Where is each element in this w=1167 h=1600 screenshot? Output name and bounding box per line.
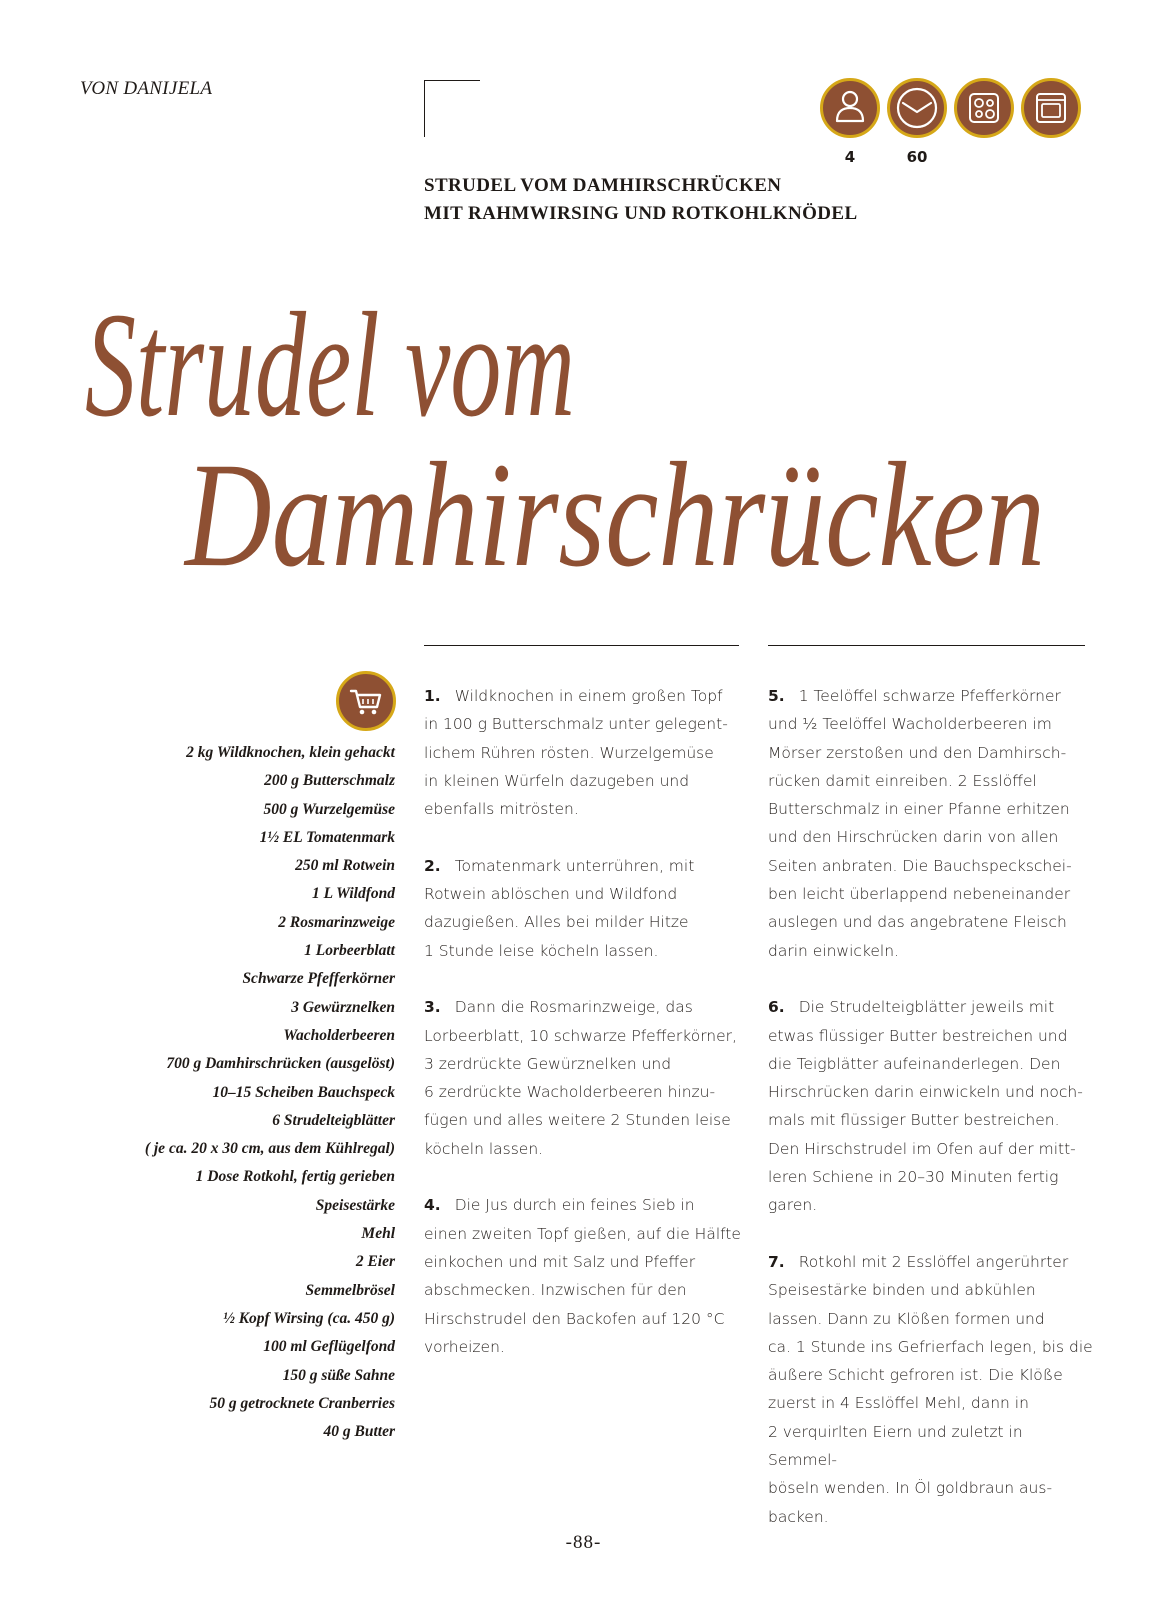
servings-value: 4 (844, 148, 856, 166)
step-text-line: 2 verquirlten Eiern und zuletzt in Semmel- (768, 1422, 1023, 1470)
step-text-line: lichem Rühren rösten. Wurzelgemüse (424, 743, 714, 762)
step-number: 3. (424, 998, 441, 1017)
step-text-line: Speisestärke binden und abkühlen (768, 1281, 1036, 1300)
ingredient-item: 10–15 Scheiben Bauchspeck (212, 1083, 395, 1101)
step-text-line: Butterschmalz in einer Pfanne erhitzen (768, 800, 1070, 819)
script-title (70, 270, 1110, 600)
step-number: 5. (768, 687, 785, 705)
ingredients-list (90, 739, 395, 1446)
ingredient-item: 3 Gewürznelken (291, 998, 395, 1016)
page-number: -88- (565, 1532, 602, 1553)
step-text-line: backen. (768, 1507, 829, 1526)
steps-column-left (424, 682, 749, 1389)
step-text-line: äußere Schicht gefroren ist. Die Klöße (768, 1366, 1063, 1385)
ingredient-item: 150 g süße Sahne (282, 1366, 395, 1384)
step-item (424, 852, 749, 965)
subtitle-line-1: STRUDEL VOM DAMHIRSCHRÜCKEN (424, 175, 782, 196)
step-item (768, 1248, 1093, 1531)
step-text-line: Den Hirschstrudel im Ofen auf der mitt- (768, 1139, 1076, 1158)
stovetop-icon (954, 78, 1014, 138)
step-text-line: abschmecken. Inzwischen für den (424, 1281, 687, 1300)
step-text-line: 6 zerdrückte Wacholderbeeren hinzu- (424, 1083, 716, 1102)
step-text-line: etwas flüssiger Butter bestreichen und (768, 1026, 1068, 1045)
step-text-line: und den Hirschrücken darin von allen (768, 828, 1059, 847)
column-rule-left (424, 645, 739, 646)
ingredient-item: 6 Strudelteigblätter (272, 1111, 395, 1129)
ingredient-item: 50 g getrocknete Cranberries (209, 1394, 395, 1412)
step-text-line: ben leicht überlappend nebeneinander (768, 885, 1071, 904)
steps-column-right (768, 682, 1093, 1559)
step-text-line: Die Jus durch ein feines Sieb in (454, 1196, 695, 1215)
corner-mark (424, 80, 480, 137)
step-text-line: dazugießen. Alles bei milder Hitze (424, 913, 689, 932)
ingredient-item: 2 Eier (355, 1253, 395, 1271)
step-number: 6. (768, 998, 785, 1017)
step-text-line: die Teigblätter aufeinanderlegen. Den (768, 1054, 1061, 1073)
title-line-1: Strudel vom (85, 282, 575, 448)
step-text-line: zuerst in 4 Esslöffel Mehl, dann in (768, 1394, 1029, 1413)
step-text-line: ebenfalls mitrösten. (424, 800, 579, 819)
subtitle-line-2: MIT RAHMWIRSING UND ROTKOHLKNÖDEL (424, 203, 858, 224)
step-text-line: Lorbeerblatt, 10 schwarze Pfefferkörner, (424, 1026, 737, 1045)
oven-icon (1021, 78, 1081, 138)
step-text-line: rücken damit einreiben. 2 Esslöffel (768, 771, 1037, 790)
ingredient-item: 700 g Damhirschrücken (ausgelöst) (166, 1055, 395, 1073)
step-text-line: Hirschrücken darin einwickeln und noch- (768, 1083, 1083, 1102)
ingredient-item: 1 Dose Rotkohl, fertig gerieben (195, 1168, 395, 1186)
step-text-line: 1 Stunde leise köcheln lassen. (424, 941, 659, 960)
step-item (424, 1191, 749, 1361)
step-item (424, 682, 749, 823)
step-text-line: auslegen und das angebratene Fleisch (768, 913, 1067, 932)
ingredient-item: 100 ml Geflügelfond (263, 1338, 395, 1356)
step-text-line: mals mit flüssiger Butter bestreichen. (768, 1111, 1060, 1130)
step-number: 7. (768, 1252, 785, 1271)
shopping-cart-icon (336, 671, 396, 731)
step-text-line: vorheizen. (424, 1337, 505, 1356)
ingredient-item: Wacholderbeeren (283, 1026, 395, 1044)
ingredient-item: 200 g Butterschmalz (264, 772, 395, 790)
step-text-line: leren Schiene in 20–30 Minuten fertig (768, 1168, 1059, 1187)
clock-icon (887, 78, 947, 138)
ingredient-item: 40 g Butter (323, 1423, 395, 1441)
step-text-line: darin einwickeln. (768, 941, 899, 960)
step-number: 4. (424, 1196, 441, 1215)
step-text-line: Die Strudelteigblätter jeweils mit (798, 998, 1055, 1017)
step-text-line: Dann die Rosmarinzweige, das (454, 998, 693, 1017)
column-rule-right (768, 645, 1085, 646)
step-item (768, 993, 1093, 1219)
step-text-line: garen. (768, 1196, 818, 1215)
step-text-line: ca. 1 Stunde ins Gefrierfach legen, bis die (768, 1337, 1093, 1356)
time-value: 60 (906, 148, 928, 166)
ingredient-item: 1 L Wildfond (312, 885, 395, 903)
step-text-line: lassen. Dann zu Klößen formen und (768, 1309, 1045, 1328)
step-text-line: Rotwein ablöschen und Wildfond (424, 885, 678, 904)
ingredient-item: Speisestärke (315, 1196, 395, 1214)
recipe-subtitle (424, 172, 858, 228)
ingredient-item: 2 kg Wildknochen, klein gehackt (186, 744, 395, 761)
title-line-2: Damhirschrücken (183, 432, 1045, 598)
step-text-line: Rotkohl mit 2 Esslöffel angerührter (798, 1252, 1069, 1271)
person-icon (820, 78, 880, 138)
step-text-line: einkochen und mit Salz und Pfeffer (424, 1252, 696, 1271)
recipe-info-icons (820, 78, 1085, 178)
step-text-line: 1 Teelöffel schwarze Pfefferkörner (798, 687, 1061, 705)
step-text-line: fügen und alles weitere 2 Stunden leise (424, 1111, 731, 1130)
ingredient-item: ½ Kopf Wirsing (ca. 450 g) (223, 1309, 395, 1327)
ingredient-item: 250 ml Rotwein (295, 857, 395, 875)
ingredient-item: 1½ EL Tomatenmark (259, 828, 395, 846)
ingredient-item: 500 g Wurzelgemüse (263, 800, 395, 818)
step-text-line: und ½ Teelöffel Wacholderbeeren im (768, 715, 1052, 734)
ingredient-item: Semmelbrösel (305, 1281, 395, 1299)
step-text-line: Wildknochen in einem großen Topf (454, 687, 723, 705)
step-text-line: 3 zerdrückte Gewürznelken und (424, 1054, 672, 1073)
step-text-line: köcheln lassen. (424, 1139, 544, 1158)
step-text-line: einen zweiten Topf gießen, auf die Hälfte (424, 1224, 741, 1243)
ingredient-item: ( je ca. 20 x 30 cm, aus dem Kühlregal) (144, 1140, 395, 1158)
step-text-line: in 100 g Butterschmalz unter gelegent- (424, 715, 728, 734)
step-number: 2. (424, 856, 441, 875)
step-text-line: Tomatenmark unterrühren, mit (454, 856, 695, 875)
step-item (424, 993, 749, 1163)
step-text-line: in kleinen Würfeln dazugeben und (424, 771, 690, 790)
step-text-line: Seiten anbraten. Die Bauchspeckschei- (768, 856, 1072, 875)
ingredient-item: Mehl (361, 1225, 395, 1243)
step-text-line: Mörser zerstoßen und den Damhirsch- (768, 743, 1067, 762)
step-item (768, 682, 1093, 965)
ingredient-item: 2 Rosmarinzweige (278, 913, 395, 931)
step-text-line: böseln wenden. In Öl goldbraun aus- (768, 1479, 1053, 1498)
ingredient-item: Schwarze Pfefferkörner (242, 970, 395, 988)
step-number: 1. (424, 687, 441, 705)
ingredient-item: 1 Lorbeerblatt (304, 942, 395, 960)
author-label: VON DANIJELA (80, 78, 213, 99)
step-text-line: Hirschstrudel den Backofen auf 120 °C (424, 1309, 725, 1328)
